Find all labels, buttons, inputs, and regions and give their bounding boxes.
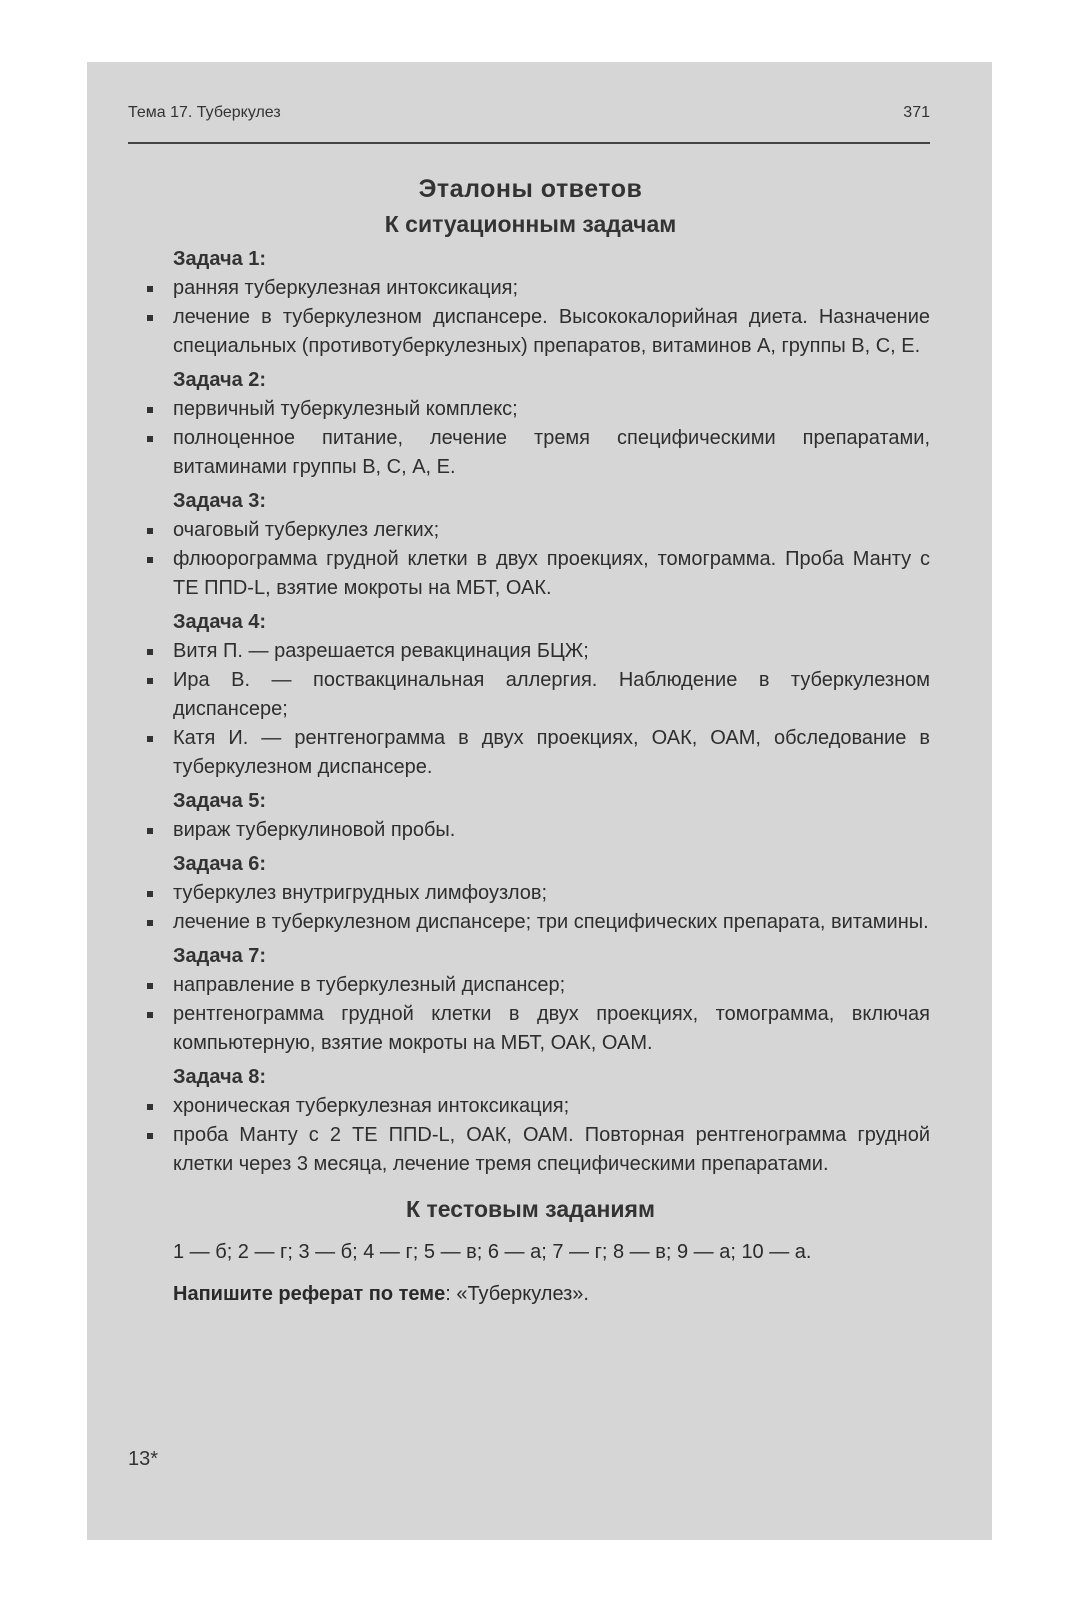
- answer-item: направление в туберкулезный диспансер;: [131, 971, 930, 1000]
- running-title: Тема 17. Туберкулез: [128, 104, 281, 121]
- answer-item: вираж туберкулиновой пробы.: [131, 816, 930, 845]
- task-block: [131, 486, 930, 603]
- task-title: Задача 7:: [173, 945, 267, 967]
- essay-assignment: [131, 1279, 930, 1309]
- task-block: [131, 365, 930, 482]
- task-block: [131, 244, 930, 361]
- task-title: Задача 2:: [173, 369, 267, 391]
- answer-item: лечение в туберкулезном диспансере; три специфических препарата, витамины.: [131, 908, 930, 937]
- page-content: [131, 172, 930, 1309]
- answer-item: Катя И. — рентгенограмма в двух проекциях, ОАК, ОАМ, обследование в туберкулезном диспансере.: [131, 724, 930, 782]
- test-answers: 1 — б; 2 — г; 3 — б; 4 — г; 5 — в; 6 — а; 7 — г; 8 — в; 9 — а; 10 — а.: [173, 1241, 812, 1263]
- essay-label: Напишите реферат по теме: [173, 1283, 446, 1305]
- task-title: Задача 1:: [173, 248, 267, 270]
- section-title-tasks: К ситуационным задачам: [384, 211, 677, 237]
- task-answer-list: [131, 395, 930, 482]
- header-rule: [128, 142, 930, 144]
- book-page: [87, 62, 992, 1540]
- answer-item: полноценное питание, лечение тремя специфическими препаратами, витаминами группы В, С, А, Е.: [131, 424, 930, 482]
- answer-item: лечение в туберкулезном диспансере. Высококалорийная диета. Назначение специальных (противотуберкулезных) препаратов, витаминов А, группы В, С, Е.: [131, 303, 930, 361]
- section-title-tests: К тестовым заданиям: [406, 1196, 655, 1222]
- answer-item: проба Манту с 2 ТЕ ППD-L, ОАК, ОАМ. Повторная рентгенограмма грудной клетки через 3 месяца, лечение тремя специфическими препаратами.: [131, 1121, 930, 1179]
- answer-item: ранняя туберкулезная интоксикация;: [131, 274, 930, 303]
- task-title: Задача 8:: [173, 1066, 267, 1088]
- answer-item: Ира В. — поствакцинальная аллергия. Наблюдение в туберкулезном диспансере;: [131, 666, 930, 724]
- page-number: 371: [903, 104, 930, 121]
- answer-item: флюорограмма грудной клетки в двух проекциях, томограмма. Проба Манту с ТЕ ППD-L, взятие мокроты на МБТ, ОАК.: [131, 545, 930, 603]
- task-list: [131, 244, 930, 1179]
- answer-item: очаговый туберкулез легких;: [131, 516, 930, 545]
- answer-item: хроническая туберкулезная интоксикация;: [131, 1092, 930, 1121]
- task-block: [131, 1062, 930, 1179]
- task-answer-list: [131, 516, 930, 603]
- task-block: [131, 786, 930, 845]
- task-title: Задача 5:: [173, 790, 267, 812]
- essay-text: : «Туберкулез».: [445, 1283, 589, 1305]
- task-answer-list: [131, 1092, 930, 1179]
- answer-item: туберкулез внутригрудных лимфоузлов;: [131, 879, 930, 908]
- task-answer-list: [131, 816, 930, 845]
- task-block: [131, 941, 930, 1058]
- task-title: Задача 6:: [173, 853, 267, 875]
- page-header: [128, 104, 930, 122]
- task-answer-list: [131, 971, 930, 1058]
- task-answer-list: [131, 879, 930, 937]
- task-answer-list: [131, 637, 930, 782]
- page-title: Эталоны ответов: [418, 175, 643, 203]
- answer-item: первичный туберкулезный комплекс;: [131, 395, 930, 424]
- answer-item: Витя П. — разрешается ревакцинация БЦЖ;: [131, 637, 930, 666]
- task-block: [131, 607, 930, 782]
- signature-mark: 13*: [128, 1448, 159, 1470]
- task-answer-list: [131, 274, 930, 361]
- task-title: Задача 4:: [173, 611, 267, 633]
- answer-item: рентгенограмма грудной клетки в двух проекциях, томограмма, включая компьютерную, взятие мокроты на МБТ, ОАК, ОАМ.: [131, 1000, 930, 1058]
- task-title: Задача 3:: [173, 490, 267, 512]
- task-block: [131, 849, 930, 937]
